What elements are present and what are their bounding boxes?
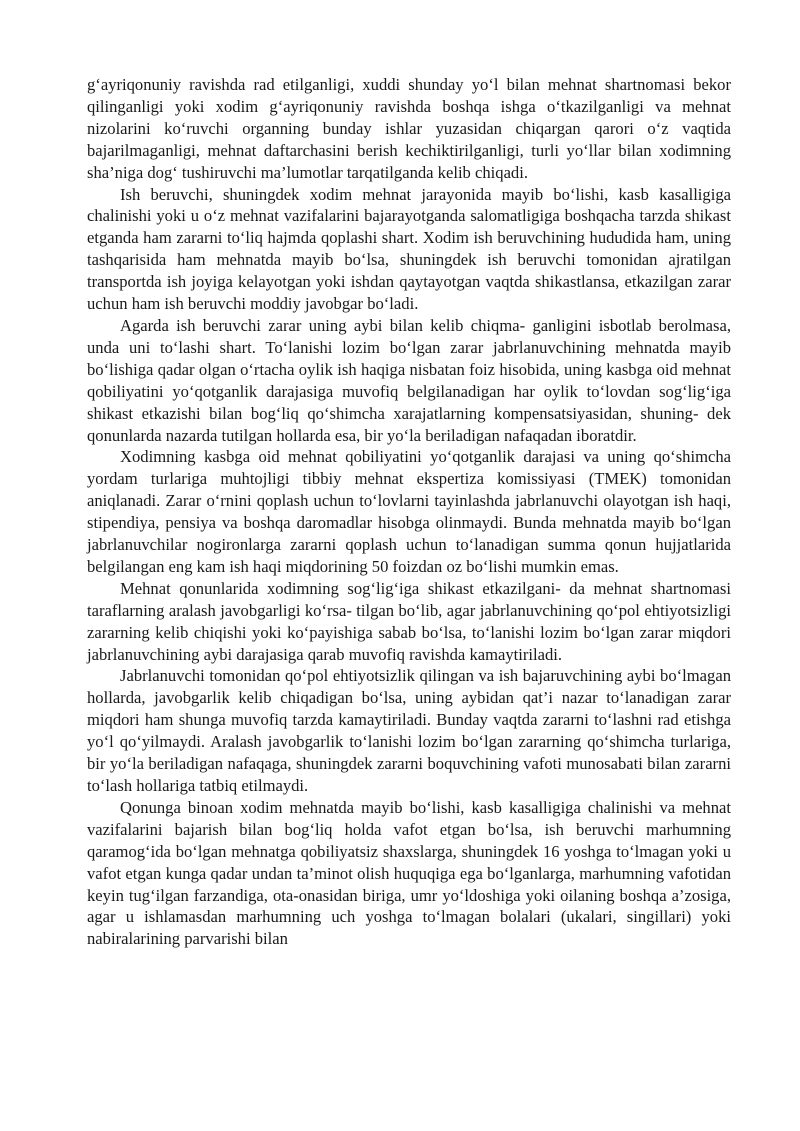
paragraph-employer-liability: Ish beruvchi, shuningdek xodim mehnat jarayonida mayib bo‘lishi, kasb kasalligiga chalinishi yoki u o‘z mehnat vazifalarini bajarayotganda salomatligiga boshqacha tarzda shikast etganda ham zararni to‘liq hajmda qoplashi shart. Xodim ish beruvchining hududida ham, uning tashqarisida ham mehnatda mayib bo‘lsa, shuningdek ish beruvchi tomonidan ajratilgan transportda ish joyiga kelayotgan yoki ishdan qaytayotgan vaqtda shikastlansa, etkazilgan zarar uchun ham ish beruvchi moddiy javobgar bo‘ladi. — [87, 184, 731, 314]
paragraph-death-compensation: Qonunga binoan xodim mehnatda mayib bo‘lishi, kasb kasalligiga chalinishi va mehnat vazifalarini bajarish bilan bog‘liq holda vafot etgan bo‘lsa, ish beruvchi marhumning qaramog‘ida bo‘lgan mehnatga qobiliyatsiz shaxslarga, shuningdek 16 yoshga to‘lmagan yoki u vafot etgan kunga qadar undan ta’minot olish huquqiga ega bo‘lganlarga, marhumning vafotidan keyin tug‘ilgan farzandiga, ota-onasidan biriga, umr yo‘ldoshiga yoki oilaning boshqa a’zosiga, agar u ishlamasdan marhumning uch yoshga to‘lmagan bolalari (ukalari, singillari) yoki nabiralarining parvarishi bilan — [87, 797, 731, 949]
paragraph-tmek-assessment: Xodimning kasbga oid mehnat qobiliyatini yo‘qotganlik darajasi va uning qo‘shimcha yordam turlariga muhtojligi tibbiy mehnat ekspertiza komissiyasi (TMEK) tomonidan aniqlanadi. Zarar o‘rnini qoplash uchun to‘lovlarni tayinlashda jabrlanuvchi olayotgan ish haqi, stipendiya, pensiya va boshqa daromadlar hisobga olinmaydi. Bunda mehnatda mayib bo‘lgan jabrlanuvchilar nogironlarga zararni qoplash uchun to‘lanadigan summa qonun hujjatlarida belgilangan eng kam ish haqi miqdorining 50 foizdan oz bo‘lishi mumkin emas. — [87, 447, 731, 576]
document-page — [87, 74, 731, 950]
paragraph-mixed-liability: Mehnat qonunlarida xodimning sog‘lig‘iga shikast etkazilgani- da mehnat shartnomasi taraflarning aralash javobgarligi ko‘rsa- tilgan bo‘lib, agar jabrlanuvchining qo‘pol ehtiyotsizligi zararning kelib chiqishi yoki ko‘payishiga sabab bo‘lsa, to‘lanishi lozim bo‘lgan zarar miqdori jabrlanuvchining aybi darajasiga qarab muvofiq ravishda kamaytiriladi. — [87, 578, 731, 664]
paragraph-gross-negligence: Jabrlanuvchi tomonidan qo‘pol ehtiyotsizlik qilingan va ish bajaruvchining aybi bo‘lmagan hollarda, javobgarlik kelib chiqadigan bo‘lsa, uning aybidan qat’i nazar to‘lanadigan zarar miqdori ham shunga muvofiq tarzda kamaytiriladi. Bunday vaqtda zararni to‘lashni rad etishga yo‘l qo‘yilmaydi. Aralash javobgarlik to‘lanishi lozim bo‘lgan zararning qo‘shimcha turlariga, bir yo‘la beriladigan nafaqaga, shuningdek zararni boquvchining vafoti munosabati bilan zararni to‘lash hollariga tatbiq etilmaydi. — [87, 666, 731, 795]
paragraph-damage-compensation: Agarda ish beruvchi zarar uning aybi bilan kelib chiqma- ganligini isbotlab berolmasa, unda uni to‘lashi shart. To‘lanishi lozim bo‘lgan zarar jabrlanuvchining mehnatda mayib bo‘lishiga qadar olgan o‘rtacha oylik ish haqiga nisbatan foiz hisobida, uning kasbga oid mehnat qobiliyatini yo‘qotganlik darajasiga muvofiq belgilanadigan har oylik to‘lovdan sog‘lig‘iga shikast etkazishi bilan bog‘liq qo‘shimcha xarajatlarning kompensatsiyasidan, shuning- dek qonunlarda nazarda tutilgan hollarda esa, bir yo‘la beriladigan nafaqadan iboratdir. — [87, 315, 731, 445]
paragraph-continuation: g‘ayriqonuniy ravishda rad etilganligi, xuddi shunday yo‘l bilan mehnat shartnomasi bekor qilinganligi yoki xodim g‘ayriqonuniy ravishda boshqa ishga o‘tkazilganligi va mehnat nizolarini ko‘ruvchi organning bunday ishlar yuzasidan chiqargan qarori o‘z vaqtida bajarilmaganligi, mehnat daftarchasini berish kechiktirilganligi, turli yo‘llar bilan xodimning sha’niga dog‘ tushiruvchi ma’lumotlar tarqatilganda kelib chiqadi. — [87, 75, 731, 182]
